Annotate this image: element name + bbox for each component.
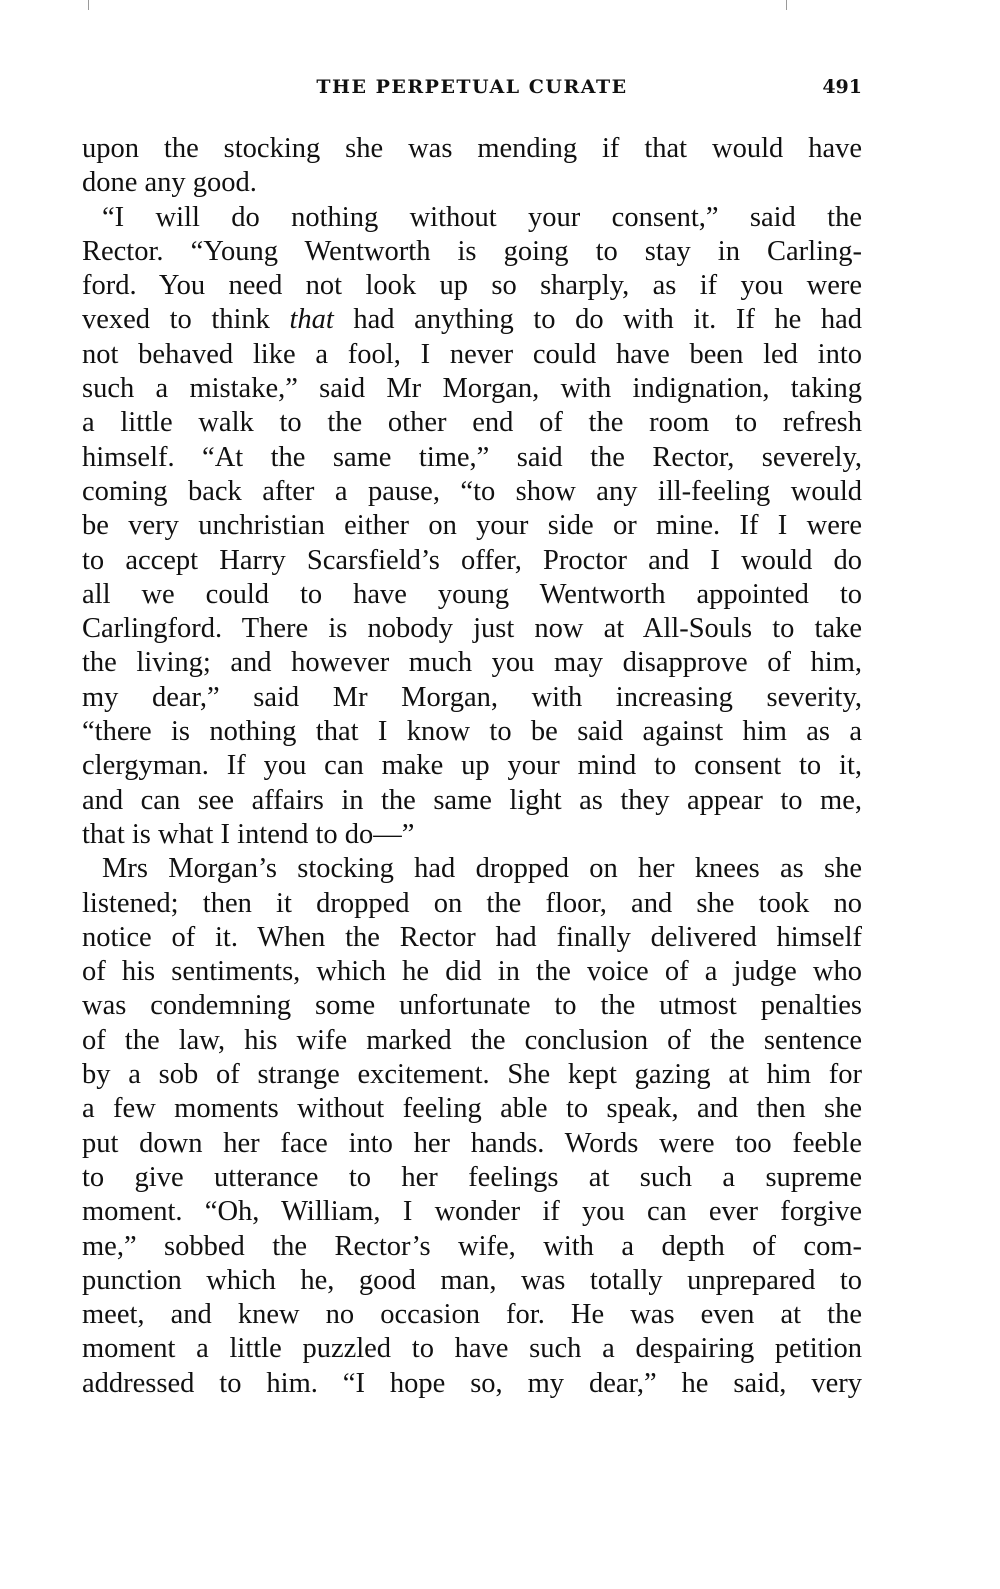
text-line: Rector. “Young Wentworth is going to stay in Carling- [82, 235, 862, 267]
text-line: not behaved like a fool, I never could have been led into [82, 338, 862, 370]
text-line: upon the stocking she was mending if that would have [82, 133, 862, 164]
text-line: vexed to think that had anything to do with it. If he had [82, 304, 862, 336]
text-line: “I will do nothing without your consent,” said the [102, 201, 862, 233]
body-text [82, 132, 862, 1401]
text-line: meet, and knew no occasion for. He was even at the [82, 1299, 862, 1331]
text-line: be very unchristian either on your side or mine. If I were [82, 510, 862, 542]
text-line: ford. You need not look up so sharply, as if you were [82, 270, 862, 302]
text-line: addressed to him. “I hope so, my dear,” he said, very [82, 1367, 862, 1399]
text-line: the living; and however much you may disapprove of him, [82, 647, 862, 679]
text-line: moment. “Oh, William, I wonder if you can ever forgive [82, 1196, 862, 1228]
emphasis-that: that [289, 304, 334, 336]
text-line: to accept Harry Scarsfield’s offer, Proctor and I would do [82, 544, 862, 576]
text-line: me,” sobbed the Rector’s wife, with a depth of com- [82, 1230, 862, 1262]
text-line: of his sentiments, which he did in the voice of a judge who [82, 956, 862, 988]
text-line: notice of it. When the Rector had finally delivered himself [82, 921, 862, 953]
text-line: clergyman. If you can make up your mind to consent to it, [82, 750, 862, 782]
text-line: punction which he, good man, was totally unprepared to [82, 1264, 862, 1296]
text-line: Carlingford. There is nobody just now at All-Souls to take [82, 613, 862, 645]
text-line: to give utterance to her feelings at such a supreme [82, 1161, 862, 1193]
text-line: himself. “At the same time,” said the Rector, severely, [82, 441, 862, 473]
text-line: Mrs Morgan’s stocking had dropped on her knees as she [102, 853, 862, 885]
running-head [82, 76, 862, 104]
text-line: was condemning some unfortunate to the utmost penalties [82, 990, 862, 1022]
text-line: a few moments without feeling able to speak, and then she [82, 1093, 862, 1125]
text-line: and can see affairs in the same light as they appear to me, [82, 784, 862, 816]
text-line: all we could to have young Wentworth appointed to [82, 578, 862, 610]
page-number: 491 [822, 76, 862, 98]
text-line: done any good. [82, 167, 257, 199]
text-line: such a mistake,” said Mr Morgan, with indignation, taking [82, 373, 862, 405]
text-line: by a sob of strange excitement. She kept gazing at him for [82, 1059, 862, 1091]
text-line: listened; then it dropped on the floor, and she took no [82, 887, 862, 919]
text-line: of the law, his wife marked the conclusion of the sentence [82, 1024, 862, 1056]
text-line: coming back after a pause, “to show any ill-feeling would [82, 475, 862, 507]
text-line: a little walk to the other end of the room to refresh [82, 407, 862, 439]
text-line: my dear,” said Mr Morgan, with increasing severity, [82, 681, 862, 713]
text-line: “there is nothing that I know to be said against him as a [82, 716, 862, 748]
scan-edge-mark-left [88, 0, 89, 10]
text-line: moment a little puzzled to have such a despairing petition [82, 1333, 862, 1365]
text-line: put down her face into her hands. Words were too feeble [82, 1127, 862, 1159]
running-title: THE PERPETUAL CURATE [316, 76, 628, 98]
text-line: that is what I intend to do—” [82, 818, 415, 850]
scan-edge-mark-right [786, 0, 787, 10]
